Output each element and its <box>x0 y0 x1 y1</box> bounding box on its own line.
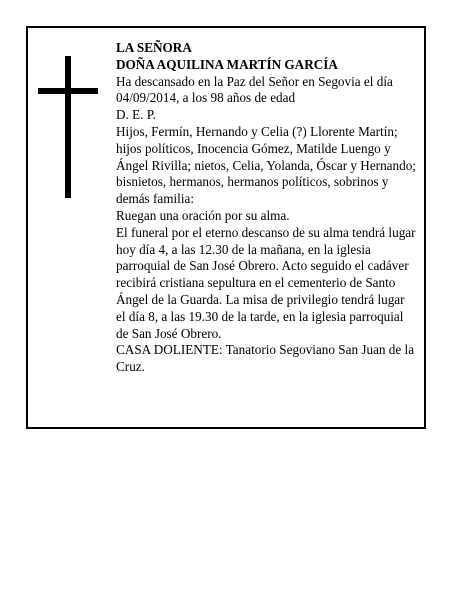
funeral-details: El funeral por el eterno descanso de su alma tendrá lugar hoy día 4, a las 12.30 de la mañana, en la iglesia parroquial de San José Obrero. Acto seguido el cadáver recibirá cristiana sepultura en el cementerio de Santo Ángel de la Guarda. La misa de privilegio tendrá lugar el día 8, a las 19.30 de la tarde, en la iglesia parroquial de San José Obrero. <box>116 224 416 341</box>
cross-icon <box>38 56 98 198</box>
cross-horizontal-bar <box>38 88 98 94</box>
rip-text: D. E. P. <box>116 107 156 123</box>
notice-body <box>116 40 416 376</box>
death-announcement: Ha descansado en la Paz del Señor en Segovia el día 04/09/2014, a los 98 años de edad <box>116 73 393 106</box>
prayer-request: Ruegan una oración por su alma. <box>116 207 290 223</box>
cross-vertical-bar <box>65 56 71 198</box>
deceased-name: DOÑA AQUILINA MARTÍN GARCÍA <box>116 56 338 72</box>
funeral-home: CASA DOLIENTE: Tanatorio Segoviano San Juan de la Cruz. <box>116 342 415 375</box>
family-list: Hijos, Fermín, Hernando y Celia (?) Llorente Martín; hijos políticos, Inocencia Gómez, Matilde Luengo y Ángel Rivilla; nietos, Celia, Yolanda, Óscar y Hernando; bisnietos, hermanos, hermanos políticos, sobrinos y demás familia: <box>116 123 416 207</box>
obituary-notice <box>26 26 426 429</box>
notice-title: LA SEÑORA <box>116 40 192 55</box>
